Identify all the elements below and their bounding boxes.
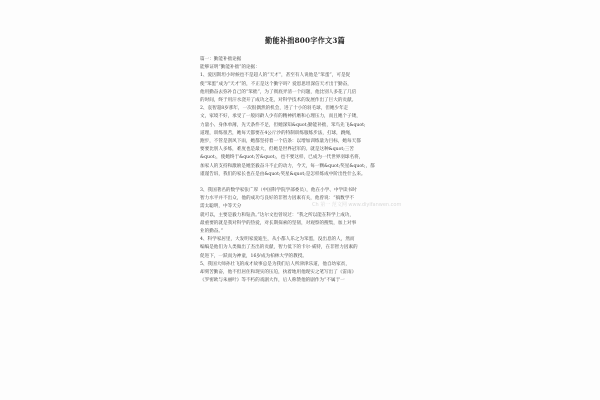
paragraph-line: 就可以，主要是毅力和钻劲。”达尔文也曾说过：“我之所以能在科学上成功， <box>200 212 354 218</box>
paragraph-line: &quot;，使她终于&quot;苦&quot;，也不要这样，已成为一代世界羽球名将， <box>200 155 364 161</box>
paragraph-line: 促进下，一跃而为神童，16岁成为柏林大学的教授。 <box>200 253 307 259</box>
paragraph-line: 的时间，终于用汗水浇开了成功之花，对科学技术的发展作出了巨大的贡献。 <box>200 98 357 104</box>
paragraph-line: 道理，训练很苦，她每天都要在4公斤沙的特制训练服练步法，打球，跳绳， <box>200 130 355 136</box>
section-heading: 篇一：勤能补拙论据 <box>200 57 242 62</box>
paragraph-line: 需太聪明，中等天分 <box>200 204 242 210</box>
paragraph-line: 谨谨告诉，我们的家长也在是由&quot;奖星&quot;是怎样炼成中阶出性什么来。 <box>200 171 366 177</box>
paragraph-spacer <box>200 179 410 187</box>
intro-line: 能够证明“勤能补拙”的论据： <box>200 65 260 71</box>
paragraph-line: 编编是他们为人类做出了杰出的贡献，智力低下的卡尔·威特，在非智力因素的 <box>200 245 358 251</box>
paragraph-line: 5、我国大师孙壮飞的成才故事总是为我们后人所津津乐道，他自幼家贫， <box>200 261 350 267</box>
watermark: Ch 第一 范文网 www.diyifanwen.com <box>312 202 402 208</box>
paragraph-line: 4、科学家居里，大发明家爱迪生，从小都人乐之为笨蛋，没出息的人，然而 <box>200 237 355 243</box>
paragraph-line: 智力水平并不出众，他的成功与良好的非智力因素有关，他曾说：“搞数学不 <box>200 196 354 202</box>
paragraph-line: 业的勤奋。” <box>200 229 224 235</box>
paragraph-line: 力量小、身体单薄，先天条件不足，但她深知&quot;勤能补拙，笨鸟先飞&quot; <box>200 122 366 128</box>
paragraph-line: 文，家境不好，承受了一般同龄人少有的精神折磨和心理压力，而且她个子矮， <box>200 114 361 120</box>
paragraph-line: 3、我国著名的数学家张广厚（中国科学院学部委员），他在小学、中学读书时 <box>200 188 357 194</box>
paragraph-line: 他用勤奋去弥补自己的“笨拙”，为了彻底弄清一个问题，他比别人多花了几倍 <box>200 89 357 95</box>
paragraph-line: 最重要的就是我对科学的热爱，对长期探索的坚韧，对观察的搜集，加上对事 <box>200 220 357 226</box>
paragraph-line: 却刻苦勤奋，他不但居住和现实的压迫，执着地用他现实之笔写出了《雷雨》 <box>200 270 357 276</box>
paragraph-line: 要要比别人多练，难度也是最大，但她是世界冠军的。就是这种&quot;三苦 <box>200 147 354 153</box>
paragraph-line: 《罗密欧与朱丽叶》等不朽的戏剧大作，后人称赞他的剧作为“不属于一 <box>200 278 345 284</box>
paragraph-line: 加家人的支持和激励是她坚毅奋斗不止的动力，今天，每一颗&quot;奖星&quot;，都 <box>200 163 375 169</box>
document-title: 勤能补拙800字作文3篇 <box>265 36 345 45</box>
paragraph-line: 跑步，不管是刮风下雨，她都坚持着一个信条：以增加训练量为目标，她每天都 <box>200 139 361 145</box>
paragraph-line: 1、爱因斯坦小时候也不是超人的“天才”，甚至有人说他是“笨蛋”，可是促 <box>200 73 351 79</box>
paragraph-line: 使“笨蛋”成为“天才”的，不正是这个勤字吗？爱恩思坦深信天才出于勤奋， <box>200 81 352 87</box>
paragraph-line: 2、袁智超8岁那年，一次很偶然的机会，进了十小的羽毛球，但她少年走 <box>200 106 349 112</box>
document-body <box>200 36 410 285</box>
